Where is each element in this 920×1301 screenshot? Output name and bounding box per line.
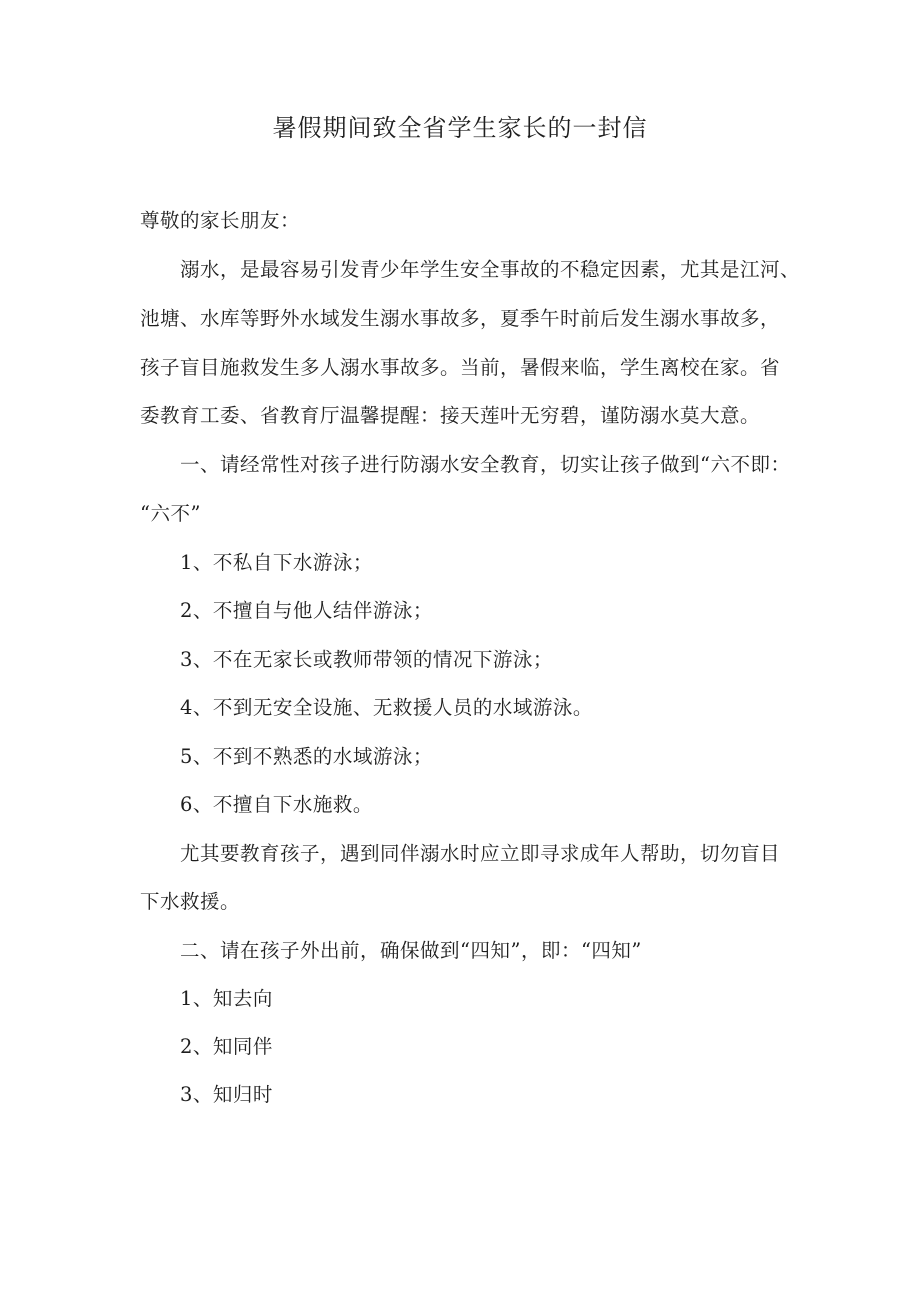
section-1-heading-line-1: 一、请经常性对孩子进行防溺水安全教育，切实让孩子做到“六不即：	[180, 453, 791, 476]
four-knows-item-2: 2、知同伴	[180, 1035, 273, 1058]
six-nots-item-5: 5、不到不熟悉的水域游泳；	[180, 745, 433, 768]
paragraph-1-line-3: 孩子盲目施救发生多人溺水事故多。当前，暑假来临，学生离校在家。省	[140, 356, 781, 379]
four-knows-item-1: 1、知去向	[180, 987, 273, 1010]
paragraph-1-line-1: 溺水，是最容易引发青少年学生安全事故的不稳定因素，尤其是江河、	[180, 258, 801, 281]
paragraph-1-line-2: 池塘、水库等野外水域发生溺水事故多，夏季午时前后发生溺水事故多，	[140, 307, 781, 330]
four-knows-item-3: 3、知归时	[180, 1083, 273, 1106]
six-nots-item-1: 1、不私自下水游泳；	[180, 551, 373, 574]
six-nots-item-6: 6、不擅自下水施救。	[180, 793, 373, 816]
salutation: 尊敬的家长朋友：	[140, 209, 301, 232]
six-nots-item-2: 2、不擅自与他人结伴游泳；	[180, 599, 433, 622]
document-title: 暑假期间致全省学生家长的一封信	[272, 114, 648, 142]
paragraph-1-line-4: 委教育工委、省教育厅温馨提醒：接天莲叶无穷碧，谨防溺水莫大意。	[140, 404, 761, 427]
six-nots-item-3: 3、不在无家长或教师带领的情况下游泳；	[180, 648, 553, 671]
section-1-heading-line-2: “六不”	[140, 502, 201, 525]
paragraph-2-line-1: 尤其要教育孩子，遇到同伴溺水时应立即寻求成年人帮助，切勿盲目	[180, 842, 781, 865]
six-nots-item-4: 4、不到无安全设施、无救援人员的水域游泳。	[180, 696, 593, 719]
paragraph-2-line-2: 下水救援。	[140, 890, 241, 913]
section-2-heading: 二、请在孩子外出前，确保做到“四知”，即：“四知”	[180, 939, 642, 962]
